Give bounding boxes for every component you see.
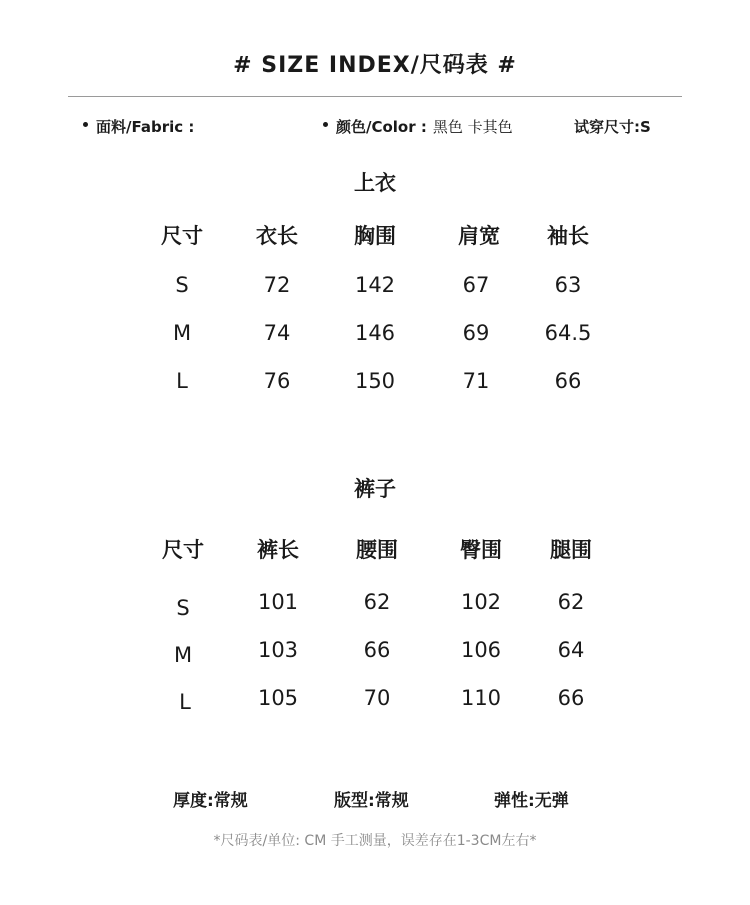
cell-length: 101: [257, 590, 299, 614]
fit-info: 版型:常规: [334, 791, 409, 811]
pants-section-title: 裤子: [354, 477, 396, 501]
header-length: 衣长: [256, 224, 298, 248]
color-info: [323, 116, 513, 137]
cell-sleeve: 66: [554, 369, 582, 393]
cell-shoulder: 69: [462, 321, 490, 345]
tryon-size: 试穿尺寸:S: [574, 118, 651, 136]
cell-size: S: [175, 273, 189, 297]
cell-length: 74: [263, 321, 291, 345]
fabric-label: 面料/Fabric :: [96, 118, 195, 136]
cell-length: 105: [257, 686, 299, 710]
cell-thigh: 62: [557, 590, 585, 614]
cell-length: 76: [263, 369, 291, 393]
cell-waist: 70: [363, 686, 391, 710]
cell-size: M: [172, 321, 192, 345]
header-length: 裤长: [257, 538, 299, 562]
color-label: 颜色/Color :: [336, 118, 427, 136]
cell-sleeve: 63: [554, 273, 582, 297]
bullet-icon: [83, 122, 88, 127]
cell-hip: 106: [460, 638, 502, 662]
header-sleeve: 袖长: [547, 224, 589, 248]
cell-sleeve: 64.5: [544, 321, 592, 345]
bullet-icon: [323, 122, 328, 127]
header-hip: 臀围: [460, 538, 502, 562]
cell-shoulder: 71: [462, 369, 490, 393]
cell-chest: 150: [354, 369, 396, 393]
cell-shoulder: 67: [462, 273, 490, 297]
header-size: 尺寸: [162, 538, 204, 562]
fabric-info: [83, 116, 194, 137]
cell-thigh: 64: [557, 638, 585, 662]
header-shoulder: 肩宽: [458, 224, 500, 248]
page-title: # SIZE INDEX/尺码表 #: [233, 53, 517, 78]
cell-hip: 102: [460, 590, 502, 614]
header-thigh: 腿围: [550, 538, 592, 562]
header-size: 尺寸: [161, 224, 203, 248]
thickness-info: 厚度:常规: [173, 791, 248, 811]
cell-size: M: [173, 643, 193, 667]
header-chest: 胸围: [354, 224, 396, 248]
elasticity-info: 弹性:无弹: [494, 791, 569, 811]
cell-thigh: 66: [557, 686, 585, 710]
cell-waist: 62: [363, 590, 391, 614]
measurement-note: *尺码表/单位: CM 手工测量，误差存在1-3CM左右*: [213, 833, 537, 849]
color-value: 黑色 卡其色: [432, 118, 513, 136]
divider: [68, 96, 682, 97]
cell-waist: 66: [363, 638, 391, 662]
header-waist: 腰围: [356, 538, 398, 562]
cell-size: S: [176, 596, 190, 620]
top-section-title: 上衣: [354, 171, 396, 195]
cell-size: L: [179, 690, 191, 714]
cell-hip: 110: [460, 686, 502, 710]
cell-chest: 142: [354, 273, 396, 297]
cell-chest: 146: [354, 321, 396, 345]
cell-size: L: [176, 369, 188, 393]
cell-length: 103: [257, 638, 299, 662]
cell-length: 72: [263, 273, 291, 297]
